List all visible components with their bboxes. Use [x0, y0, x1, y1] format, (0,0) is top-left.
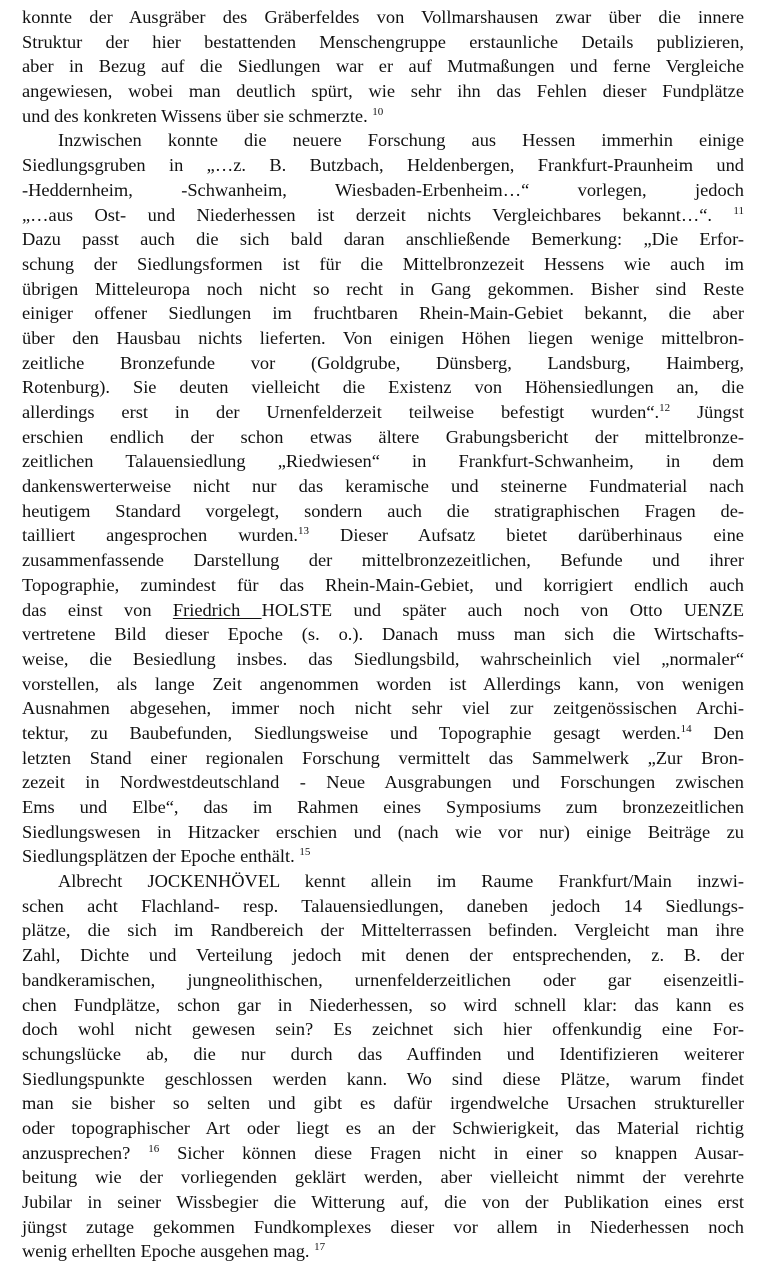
- line-text: wenig erhellten Epoche ausgehen mag.: [22, 1241, 315, 1262]
- text-line: [22, 1116, 744, 1141]
- line-text: konnte der Ausgräber des Gräberfeldes von Vollmarshausen zwar über die innere: [22, 7, 744, 27]
- text-line: [22, 326, 744, 351]
- text-line: [22, 746, 744, 771]
- text-line: [22, 1017, 744, 1042]
- line-text: tailliert angesprochen wurden.: [22, 525, 299, 546]
- text-line: [22, 1091, 744, 1116]
- line-text: das einst von: [22, 599, 173, 620]
- underlined-name: Friedrich: [172, 599, 262, 620]
- line-text: Siedlungswesen in Hitzacker erschien und (nach wie vor nur) einige Beiträge zu: [22, 821, 744, 842]
- line-text: zusammenfassende Darstellung der mittelbronzezeitlichen, Befunde und ihrer: [22, 550, 744, 571]
- text-line: [22, 993, 744, 1018]
- line-text: anzusprechen?: [22, 1142, 149, 1163]
- text-line: [22, 178, 744, 203]
- line-text: weise, die Besiedlung insbes. das Siedlungsbild, wahrscheinlich viel „normaler“: [22, 648, 744, 669]
- line-text: Rotenburg). Sie deuten vielleicht die Existenz von Höhensiedlungen an, die: [22, 377, 744, 398]
- text-line: [22, 1141, 744, 1166]
- line-text: Jubilar in seiner Wissbegier die Witterung auf, die von der Publikation eines erst: [22, 1192, 744, 1212]
- line-text: angewiesen, wobei man deutlich spürt, wie sehr ihn das Fehlen dieser Fundplätze: [22, 81, 744, 102]
- line-text: einiger offener Siedlungen im fruchtbaren Rhein-Main-Gebiet bekannt, die aber: [22, 303, 744, 324]
- text-line: [22, 795, 744, 820]
- footnote-reference: 14: [680, 722, 692, 735]
- text-line: [22, 277, 744, 302]
- text-line: [22, 548, 744, 573]
- text-line: [22, 1190, 744, 1215]
- text-line: [22, 598, 744, 623]
- text-line: [22, 351, 744, 376]
- line-text: man sie bisher so selten und gibt es dafür irgendwelche Ursachen struktureller: [22, 1093, 744, 1114]
- line-text: und des konkreten Wissens über sie schmerzte.: [22, 105, 373, 126]
- line-text-continued: Sicher können diese Fragen nicht in einer so knappen Ausar-: [159, 1142, 744, 1163]
- text-line: [22, 153, 744, 178]
- text-line: [22, 400, 744, 425]
- text-line: [22, 499, 744, 524]
- line-text: oder topographischer Art oder liegt es an der Schwierigkeit, das Material richtig: [22, 1117, 744, 1138]
- text-line: [22, 449, 744, 474]
- paragraph: [22, 869, 744, 1264]
- text-line: [22, 1165, 744, 1190]
- line-text: Siedlungspunkte geschlossen werden kann. Wo sind diese Plätze, warum findet: [22, 1068, 744, 1089]
- line-text: Siedlungsplätzen der Epoche enthält.: [22, 846, 300, 867]
- text-line: [22, 104, 744, 129]
- line-text: heutigem Standard vorgelegt, sondern auch die stratigraphischen Fragen de-: [22, 500, 744, 521]
- text-line: [22, 943, 744, 968]
- text-line: [22, 1239, 744, 1264]
- paragraph: [22, 128, 744, 869]
- text-line: [22, 844, 744, 869]
- text-line: [22, 227, 744, 252]
- text-line: [22, 523, 744, 548]
- line-text: Zahl, Dichte und Verteilung jedoch mit denen der entsprechenden, z. B. der: [22, 945, 744, 966]
- text-line: [22, 474, 744, 499]
- line-text-continued: Jüngst: [670, 402, 745, 422]
- line-text: Ausnahmen abgesehen, immer noch nicht sehr viel zur zeitgenössischen Archi-: [22, 698, 744, 719]
- text-line: [22, 869, 744, 894]
- document-page: [22, 5, 744, 1264]
- line-text: bandkeramischen, jungneolithischen, urnenfelderzeitlichen oder gar eisenzeitli-: [22, 969, 744, 990]
- line-text-continued: Den: [691, 722, 744, 743]
- footnote-reference: 16: [148, 1142, 160, 1155]
- text-line: [22, 968, 744, 993]
- text-line: [22, 770, 744, 795]
- line-text-continued: Dieser Aufsatz bietet darüberhinaus eine: [309, 525, 744, 546]
- line-text: übrigen Mitteleuropa noch nicht so recht in Gang gekommen. Bisher sind Reste: [22, 278, 744, 299]
- line-text: Struktur der hier bestattenden Menschengruppe erstaunliche Details publizieren,: [22, 31, 744, 52]
- text-line: [22, 301, 744, 326]
- text-line: [22, 5, 744, 30]
- text-line: [22, 79, 744, 104]
- text-line: [22, 622, 744, 647]
- line-text: Topographie, zumindest für das Rhein-Main-Gebiet, und korrigiert endlich auch: [22, 574, 744, 595]
- text-line: [22, 252, 744, 277]
- line-text: Inzwischen konnte die neuere Forschung aus Hessen immerhin einige: [58, 130, 744, 151]
- text-line: [22, 820, 744, 845]
- footnote-reference: 10: [372, 105, 384, 118]
- text-line: [22, 647, 744, 672]
- line-text: beitung wie der vorliegenden geklärt werden, aber vielleicht nimmt der verehrte: [22, 1167, 744, 1188]
- text-line: [22, 1215, 744, 1240]
- line-text: chen Fundplätze, schon gar in Niederhessen, so wird schnell klar: das kann es: [22, 994, 744, 1015]
- text-line: [22, 1042, 744, 1067]
- text-line: [22, 1067, 744, 1092]
- line-text: zezeit in Nordwestdeutschland - Neue Ausgrabungen und Forschungen zwischen: [22, 772, 744, 793]
- line-text-continued: HOLSTE und später auch noch von Otto UENZE: [261, 599, 744, 620]
- line-text: vorstellen, als lange Zeit angenommen worden ist Allerdings kann, von wenigen: [22, 673, 744, 694]
- text-line: [22, 894, 744, 919]
- line-text: Ems und Elbe“, das im Rahmen eines Symposiums zum bronzezeitlichen: [22, 797, 744, 817]
- footnote-reference: 17: [314, 1241, 326, 1254]
- line-text: aber in Bezug auf die Siedlungen war er auf Mutmaßungen und ferne Vergleiche: [22, 56, 744, 77]
- line-text: über den Hausbau nichts lieferten. Von einigen Höhen liegen wenige mittelbron-: [22, 327, 744, 348]
- text-line: [22, 54, 744, 79]
- line-text: Dazu passt auch die sich bald daran anschließende Bemerkung: „Die Erfor-: [22, 229, 744, 250]
- text-line: [22, 203, 744, 228]
- line-text: schung der Siedlungsformen ist für die Mittelbronzezeit Hessens wie auch im: [22, 253, 744, 274]
- text-line: [22, 672, 744, 697]
- line-text: schungslücke ab, die nur durch das Auffinden und Identifizieren weiterer: [22, 1043, 744, 1064]
- line-text: zeitliche Bronzefunde vor (Goldgrube, Dünsberg, Landsburg, Haimberg,: [22, 352, 744, 373]
- line-text: tektur, zu Baubefunden, Siedlungsweise und Topographie gesagt werden.: [22, 722, 681, 743]
- line-text: dankenswerterweise nicht nur das keramische und steinerne Fundmaterial nach: [22, 476, 744, 497]
- footnote-reference: 15: [299, 846, 311, 859]
- line-text: letzten Stand einer regionalen Forschung vermittelt das Sammelwerk „Zur Bron-: [22, 747, 744, 768]
- line-text: jüngst zutage gekommen Fundkomplexes dieser vor allem in Niederhessen noch: [22, 1216, 744, 1237]
- text-line: [22, 425, 744, 450]
- text-line: [22, 918, 744, 943]
- text-line: [22, 573, 744, 598]
- line-text: schen acht Flachland- resp. Talauensiedlungen, daneben jedoch 14 Siedlungs-: [22, 895, 744, 916]
- line-text: Albrecht JOCKENHÖVEL kennt allein im Raume Frankfurt/Main inzwi-: [58, 871, 744, 892]
- footnote-reference: 11: [733, 204, 744, 217]
- line-text: „…aus Ost- und Niederhessen ist derzeit nichts Vergleichbares bekannt…“.: [22, 204, 734, 225]
- line-text: doch wohl nicht gewesen sein? Es zeichnet sich hier offenkundig eine For-: [22, 1019, 744, 1040]
- footnote-reference: 13: [298, 525, 310, 538]
- paragraph: [22, 5, 744, 128]
- footnote-reference: 12: [659, 402, 671, 414]
- line-text: erschien endlich der schon etwas ältere Grabungsbericht der mittelbronze-: [22, 426, 744, 447]
- text-line: [22, 375, 744, 400]
- text-line: [22, 128, 744, 153]
- line-text: plätze, die sich im Randbereich der Mittelterrassen befinden. Vergleicht man ihre: [22, 920, 744, 941]
- line-text: allerdings erst in der Urnenfelderzeit teilweise befestigt wurden“.: [22, 402, 660, 422]
- line-text: zeitlichen Talauensiedlung „Riedwiesen“ in Frankfurt-Schwanheim, in dem: [22, 451, 744, 472]
- text-line: [22, 30, 744, 55]
- line-text: -Heddernheim, -Schwanheim, Wiesbaden-Erbenheim…“ vorlegen, jedoch: [22, 179, 744, 200]
- text-line: [22, 721, 744, 746]
- line-text: vertretene Bild dieser Epoche (s. o.). Danach muss man sich die Wirtschafts-: [22, 624, 744, 645]
- line-text: Siedlungsgruben in „…z. B. Butzbach, Heldenbergen, Frankfurt-Praunheim und: [22, 155, 744, 176]
- text-line: [22, 696, 744, 721]
